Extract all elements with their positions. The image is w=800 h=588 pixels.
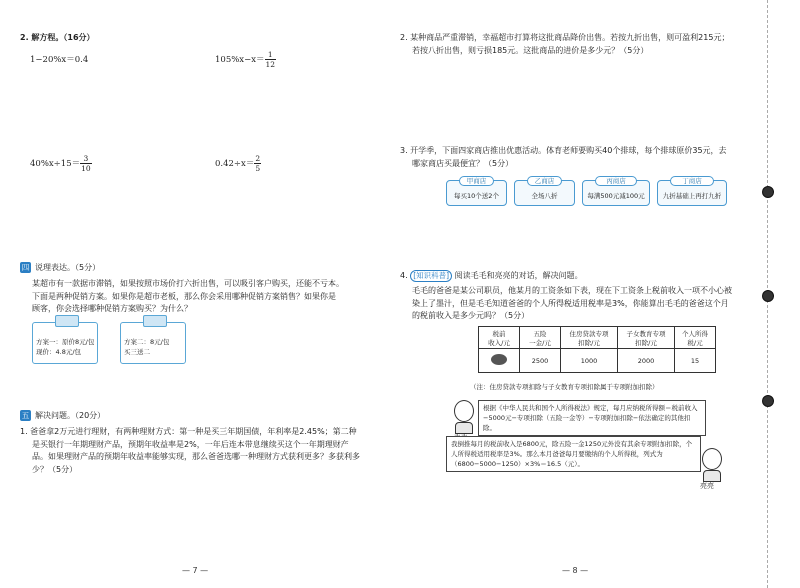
salary-table xyxy=(478,326,716,373)
section-5-icon: 五 xyxy=(21,411,30,420)
table-header-row xyxy=(479,327,716,349)
section-4-text xyxy=(32,278,377,316)
shop-deal: 每买10个送2个 xyxy=(454,192,499,200)
table-cell: 1000 xyxy=(561,349,618,373)
question-r3-line-1: 3. 开学季，下面四家商店推出优惠活动。体育老师要购买40个排球，每个排球原价35元，去 xyxy=(400,146,727,155)
question-r2-line-2: 若按八折出售，则亏损185元。这批商品的进价是多少元？（5分） xyxy=(412,45,649,55)
question-r3 xyxy=(400,145,765,170)
shop-name: 乙商店 xyxy=(527,176,562,186)
section-5-line-2: 是买银行一年期理财产品，预期年收益率是2%，一年后连本带息继续买这个一年期理财产 xyxy=(32,439,349,449)
section-5-line-3: 品。如果理财产品的预期年收益率能够实现，那么爸爸选哪一种理财方式获利更多？多获利多 xyxy=(32,452,360,461)
plan-1-line-2: 现价：4.8元/包 xyxy=(36,348,82,356)
table-header-cell: 子女教育专项 扣除/元 xyxy=(618,327,675,349)
shop-card-jia xyxy=(446,177,507,206)
binding-hole-icon xyxy=(762,290,774,302)
section-5-title: 解决问题。（20分） xyxy=(35,411,106,420)
section-4-icon: 四 xyxy=(21,263,30,272)
ink-blot-icon xyxy=(491,354,507,365)
plan-1-card xyxy=(32,322,98,364)
table-row xyxy=(479,349,716,373)
table-note: （注：住房贷款专项扣除与子女教育专项扣除属于专项附加扣除） xyxy=(470,383,659,391)
table-header-cell: 住房贷款专项 扣除/元 xyxy=(561,327,618,349)
equation-2: 105%x−x＝ $\frac{1}{12}$ xyxy=(215,50,276,69)
plan-2-line-2: 买三送二 xyxy=(124,348,150,356)
question-r4-title: 阅读毛毛和亮亮的对话，解决问题。 xyxy=(454,271,583,280)
shop-name: 甲商店 xyxy=(459,176,494,186)
section-4-line-2: 下面是两种促销方案。如果你是超市老板，那么你会采用哪种促销方案销售？如果你是 xyxy=(32,291,336,301)
question-r4-line-1: 毛毛的爸爸是某公司职员，他某月的工资条如下表，现在下工资条上税前收入一项不小心被 xyxy=(412,286,732,295)
page-number-7: — 7 — xyxy=(182,566,209,575)
question-r4-number: 4. xyxy=(400,271,408,280)
shop-name: 丁商店 xyxy=(670,176,714,186)
table-header-cell: 个人所得 税/元 xyxy=(675,327,716,349)
plan-2-line-1: 方案二：8元/包 xyxy=(124,338,170,346)
section-5-text xyxy=(20,426,380,476)
maomao-speech-bubble: 根据《中华人民共和国个人所得税法》规定，每月应纳税所得额＝税前收入−5000元−专项扣除（五险一金等）−专项附加扣除−依法确定的其他扣除。 xyxy=(478,400,706,436)
section-5-line-4: 少？（5分） xyxy=(32,464,78,474)
plan-1-line-1: 方案一：原价8元/包 xyxy=(36,338,95,346)
package-icon xyxy=(143,315,167,327)
left-page xyxy=(0,0,392,588)
liangliang-name: 亮亮 xyxy=(700,482,714,490)
question-r4-line-2: 染上了墨汁，但是毛毛知道爸爸的个人所得税适用税率是3%，你能算出毛毛的爸爸这个月 xyxy=(412,298,729,308)
knowledge-tag: [知识科普] xyxy=(410,270,452,282)
section-4-line-3: 顾客，你会选择哪种促销方案购买？为什么？ xyxy=(32,304,192,313)
maomao-avatar-icon xyxy=(454,400,474,422)
shop-card-yi xyxy=(514,177,575,206)
liangliang-avatar-icon xyxy=(702,448,722,470)
shop-card-ding xyxy=(657,177,727,206)
shop-card-bing xyxy=(582,177,650,206)
right-page xyxy=(392,0,800,588)
question-2-title: 2. 解方程。（16分） xyxy=(20,33,95,42)
shop-deal: 全场八折 xyxy=(531,192,558,200)
table-header-cell: 税前 收入/元 xyxy=(479,327,520,349)
question-r4-text xyxy=(412,285,767,323)
section-4-heading xyxy=(20,262,100,274)
section-5-line-1: 1. 爸爸拿2万元进行理财，有两种理财方式：第一种是买三年期国债，年利率是2.45%；第二种 xyxy=(20,427,357,436)
plan-2-card xyxy=(120,322,186,364)
question-r4-heading xyxy=(400,270,583,282)
table-cell: 15 xyxy=(675,349,716,373)
shop-deal: 每满500元减100元 xyxy=(587,192,645,200)
section-5-heading xyxy=(20,410,105,422)
table-header-cell: 五险 一金/元 xyxy=(520,327,561,349)
binding-hole-icon xyxy=(762,395,774,407)
section-4-title: 说理表达。（5分） xyxy=(35,263,101,272)
question-r2-line-1: 2. 某种商品严重滞销，幸福超市打算将这批商品降价出售。若按九折出售，则可盈利215元； xyxy=(400,33,730,42)
section-4-line-1: 某超市有一款据市滞销，如果按照市场价打六折出售，可以吸引客户购买，还能不亏本。 xyxy=(32,279,344,288)
question-r4-line-3: 的税前收入是多少元吗？（5分） xyxy=(412,311,530,320)
table-cell: 2500 xyxy=(520,349,561,373)
ink-blot-cell xyxy=(479,349,520,373)
shop-name: 丙商店 xyxy=(595,176,637,186)
shop-deal: 九折基础上再打九折 xyxy=(662,192,722,200)
liangliang-speech-bubble: 我倒推每月的税前收入是6800元，除五险一金1250元外没有其余专项附加扣除，个人所得税适用税率是3%。那么本月爸爸每月要缴纳的个人所得税，列式为（6800−5000−1250）×3%＝16.5（元）。 xyxy=(446,436,701,472)
binding-hole-icon xyxy=(762,186,774,198)
equation-1: 1−20%x＝0.4 xyxy=(30,55,89,65)
equation-4: 0.42÷x＝ $\frac{2}{5}$ xyxy=(215,154,261,173)
table-cell: 2000 xyxy=(618,349,675,373)
question-r2 xyxy=(400,32,765,57)
question-r3-line-2: 哪家商店买最便宜？（5分） xyxy=(412,158,514,168)
package-icon xyxy=(55,315,79,327)
equation-3: 40%x÷15＝ $\frac{3}{10}$ xyxy=(30,154,91,173)
page-number-8: — 8 — xyxy=(562,566,589,575)
